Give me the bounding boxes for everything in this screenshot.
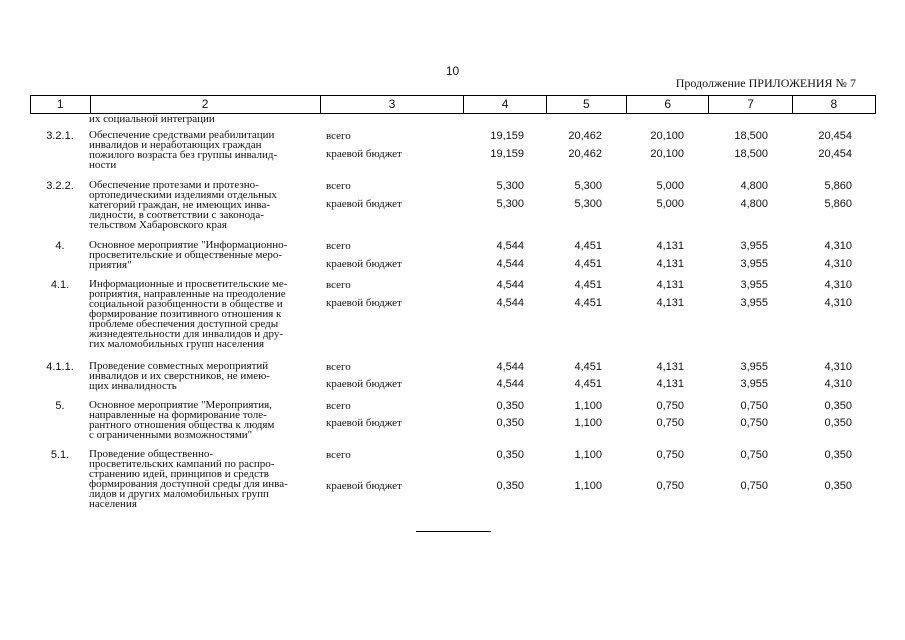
amount-cell: 4,544 — [496, 279, 524, 291]
amount-cell: 1,100 — [574, 480, 602, 492]
activity-name — [89, 449, 315, 509]
amount-cell: 20,454 — [818, 130, 852, 142]
activity-name-line: Основное мероприятие "Информационно- — [89, 239, 288, 251]
amount-cell: 5,300 — [496, 198, 524, 210]
activity-name — [89, 180, 315, 230]
amount-cell: 0,750 — [656, 400, 684, 412]
activity-name-line: ортопедическими изделиями отдельных — [89, 189, 277, 201]
row-number: 4.1. — [50, 279, 70, 291]
column-header: 5 — [547, 96, 627, 113]
amount-cell: 20,100 — [650, 148, 684, 160]
amount-cell: 4,544 — [496, 378, 524, 390]
activity-name-line: гих маломобильных групп населения — [89, 338, 265, 350]
activity-name-line: щих инвалидность — [89, 380, 177, 392]
amount-cell: 19,159 — [490, 130, 524, 142]
appendix-label: Продолжение ПРИЛОЖЕНИЯ № 7 — [675, 76, 856, 90]
funding-source: всего — [326, 240, 351, 252]
funding-source: краевой бюджет — [326, 417, 402, 429]
amount-cell: 0,750 — [740, 417, 768, 429]
amount-cell: 4,451 — [574, 240, 602, 252]
amount-cell: 4,451 — [574, 297, 602, 309]
activity-name — [89, 130, 315, 170]
amount-cell: 3,955 — [740, 240, 768, 252]
funding-source: всего — [326, 279, 351, 291]
amount-cell: 4,451 — [574, 378, 602, 390]
amount-cell: 3,955 — [740, 258, 768, 270]
amount-cell: 4,451 — [574, 361, 602, 373]
amount-cell: 4,310 — [824, 378, 852, 390]
funding-source: краевой бюджет — [326, 198, 402, 210]
amount-cell: 4,310 — [824, 297, 852, 309]
amount-cell: 0,350 — [824, 449, 852, 461]
amount-cell: 5,300 — [574, 180, 602, 192]
amount-cell: 4,544 — [496, 240, 524, 252]
amount-cell: 4,544 — [496, 297, 524, 309]
funding-source: всего — [326, 130, 351, 142]
activity-name-line: социальной разобщенности в обществе и — [89, 298, 283, 310]
amount-cell: 0,350 — [824, 417, 852, 429]
amount-cell: 0,750 — [656, 449, 684, 461]
row-number: 5. — [55, 400, 65, 412]
funding-source: всего — [326, 180, 351, 192]
activity-name-line: Основное мероприятие "Мероприятия, — [89, 399, 272, 411]
amount-cell: 5,000 — [656, 198, 684, 210]
amount-cell: 20,462 — [568, 130, 602, 142]
activity-name-line: направленные на формирование толе- — [89, 409, 267, 421]
row-number: 3.2.2. — [46, 180, 74, 192]
amount-cell: 0,750 — [656, 480, 684, 492]
amount-cell: 0,750 — [740, 400, 768, 412]
amount-cell: 4,131 — [656, 378, 684, 390]
row-number: 4. — [55, 240, 65, 252]
amount-cell: 18,500 — [734, 148, 768, 160]
amount-cell: 1,100 — [574, 400, 602, 412]
amount-cell: 0,750 — [656, 417, 684, 429]
funding-source: всего — [326, 361, 351, 373]
activity-name-line: ности — [89, 159, 117, 171]
amount-cell: 3,955 — [740, 378, 768, 390]
activity-name-line: лидов и других маломобильных групп — [89, 488, 269, 500]
activity-name — [89, 240, 315, 270]
amount-cell: 0,750 — [740, 480, 768, 492]
amount-cell: 4,131 — [656, 361, 684, 373]
activity-name-line: с ограниченными возможностями" — [89, 429, 253, 441]
activity-name-line: инвалидов и неработающих граждан — [89, 139, 262, 151]
amount-cell: 5,000 — [656, 180, 684, 192]
amount-cell: 4,451 — [574, 258, 602, 270]
amount-cell: 20,100 — [650, 130, 684, 142]
activity-name-line: категорий граждан, не имеющих инва- — [89, 199, 271, 211]
funding-source: краевой бюджет — [326, 258, 402, 270]
activity-name-line: Обеспечение протезами и протезно- — [89, 179, 259, 191]
amount-cell: 4,310 — [824, 240, 852, 252]
page-number: 10 — [445, 64, 460, 78]
amount-cell: 4,131 — [656, 240, 684, 252]
activity-name-line: жизнедеятельности для инвалидов и дру- — [89, 328, 284, 340]
amount-cell: 0,350 — [496, 400, 524, 412]
amount-cell: 5,300 — [574, 198, 602, 210]
activity-name-line: проблеме обеспечения доступной среды — [89, 318, 279, 330]
closing-rule — [416, 531, 491, 532]
activity-name-line: пожилого возраста без группы инвалид- — [89, 149, 278, 161]
activity-name-line: Обеспечение средствами реабилитации — [89, 129, 275, 141]
amount-cell: 4,310 — [824, 279, 852, 291]
amount-cell: 1,100 — [574, 449, 602, 461]
amount-cell: 5,860 — [824, 180, 852, 192]
amount-cell: 5,860 — [824, 198, 852, 210]
activity-name-line: приятия" — [89, 259, 132, 271]
amount-cell: 4,544 — [496, 361, 524, 373]
activity-name-line: просветительских кампаний по распро- — [89, 458, 275, 470]
row-number: 3.2.1. — [46, 130, 74, 142]
amount-cell: 0,350 — [496, 480, 524, 492]
activity-name — [89, 279, 315, 349]
amount-cell: 4,451 — [574, 279, 602, 291]
funding-source: всего — [326, 400, 351, 412]
column-header: 4 — [464, 96, 546, 113]
activity-name-line: тельством Хабаровского края — [89, 219, 227, 231]
column-header: 1 — [31, 96, 91, 113]
activity-name-line: роприятия, направленные на преодоление — [89, 288, 286, 300]
activity-name-line: просветительские и общественные меро- — [89, 249, 283, 261]
funding-source: краевой бюджет — [326, 297, 402, 309]
activity-name-line: Информационные и просветительские ме- — [89, 278, 288, 290]
column-header: 8 — [830, 97, 838, 111]
amount-cell: 4,131 — [656, 279, 684, 291]
activity-name-line: формирования доступной среды для инва- — [89, 478, 288, 490]
activity-name-line: рантного отношения общества к людям — [89, 419, 275, 431]
amount-cell: 3,955 — [740, 297, 768, 309]
activity-name-line: населения — [89, 498, 137, 510]
amount-cell: 4,800 — [740, 198, 768, 210]
continuation-text: их социальной интеграции — [89, 113, 215, 125]
amount-cell: 4,131 — [656, 297, 684, 309]
amount-cell: 4,800 — [740, 180, 768, 192]
amount-cell: 20,462 — [568, 148, 602, 160]
amount-cell: 0,350 — [496, 449, 524, 461]
activity-name-line: формирование позитивного отношения к — [89, 308, 282, 320]
funding-source: всего — [326, 449, 351, 461]
activity-name-line: Проведение общественно- — [89, 448, 214, 460]
activity-name-line: лидности, в соответствии с законода- — [89, 209, 264, 221]
amount-cell: 4,544 — [496, 258, 524, 270]
activity-name-line: инвалидов и их сверстников, не имею- — [89, 370, 270, 382]
amount-cell: 3,955 — [740, 361, 768, 373]
amount-cell: 0,350 — [824, 400, 852, 412]
activity-name — [89, 361, 315, 391]
amount-cell: 0,750 — [740, 449, 768, 461]
amount-cell: 4,310 — [824, 258, 852, 270]
amount-cell: 4,310 — [824, 361, 852, 373]
amount-cell: 20,454 — [818, 148, 852, 160]
amount-cell: 0,350 — [824, 480, 852, 492]
column-header: 2 — [91, 96, 321, 113]
table-header — [30, 95, 876, 114]
column-header: 6 — [627, 96, 709, 113]
column-header: 7 — [709, 96, 792, 113]
activity-name-line: странению идей, принципов и средств — [89, 468, 269, 480]
funding-source: краевой бюджет — [326, 480, 402, 492]
amount-cell: 4,131 — [656, 258, 684, 270]
amount-cell: 19,159 — [490, 148, 524, 160]
amount-cell: 18,500 — [734, 130, 768, 142]
amount-cell: 1,100 — [574, 417, 602, 429]
activity-name-line: Проведение совместных мероприятий — [89, 360, 269, 372]
amount-cell: 0,350 — [496, 417, 524, 429]
column-header: 3 — [321, 96, 465, 113]
amount-cell: 3,955 — [740, 279, 768, 291]
funding-source: краевой бюджет — [326, 148, 402, 160]
activity-name — [89, 400, 315, 440]
funding-source: краевой бюджет — [326, 378, 402, 390]
row-number: 4.1.1. — [46, 361, 74, 373]
row-number: 5.1. — [50, 449, 70, 461]
amount-cell: 5,300 — [496, 180, 524, 192]
